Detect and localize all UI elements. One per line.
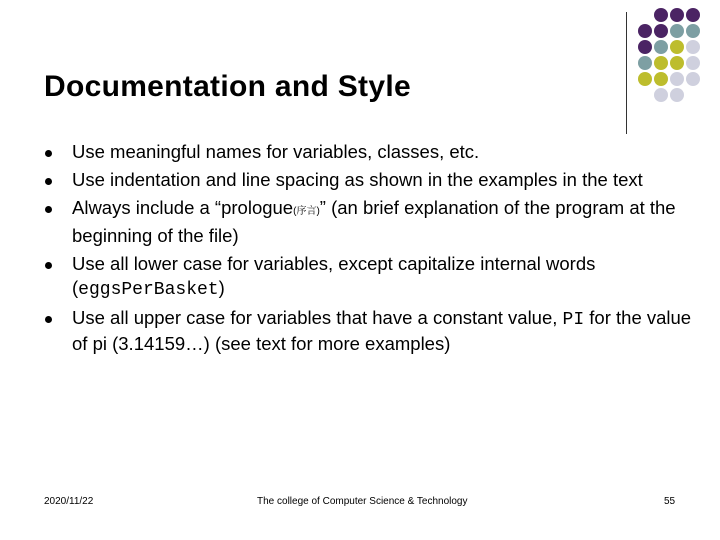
bullet-text: eggsPerBasket (78, 280, 219, 300)
bullet-text: Always include a “prologue (72, 197, 294, 218)
bullet-marker (45, 178, 52, 185)
decorative-dot (654, 24, 668, 38)
bullet-text: ) (218, 277, 225, 298)
footer-page-number: 55 (664, 496, 676, 507)
decorative-dot (670, 72, 684, 86)
decorative-dot (670, 8, 684, 22)
decorative-dot (638, 24, 652, 38)
decorative-dot (638, 72, 652, 86)
bullet-item (44, 140, 694, 164)
bullet-text: Use meaningful names for variables, classes, etc. (72, 141, 480, 162)
decorative-dot (686, 8, 700, 22)
footer-date: 2020/11/22 (44, 496, 94, 507)
bullet-text: Use indentation and line spacing as shown in the examples in the text (72, 169, 643, 190)
bullet-text: PI (562, 310, 585, 330)
decorative-dot (654, 8, 668, 22)
slide-title: Documentation and Style (44, 70, 411, 103)
decorative-dot (670, 40, 684, 54)
decorative-dot (686, 40, 700, 54)
decorative-dot (686, 56, 700, 70)
footer-college: The college of Computer Science & Technology (257, 496, 468, 507)
decorative-dot (686, 24, 700, 38)
decorative-dot (654, 88, 668, 102)
decorative-dot (670, 88, 684, 102)
decorative-dot (686, 72, 700, 86)
decorative-dot (638, 40, 652, 54)
bullet-item (44, 306, 694, 356)
bullet-marker (45, 316, 52, 323)
bullet-item (44, 252, 694, 302)
bullet-marker (45, 206, 52, 213)
bullet-marker (45, 262, 52, 269)
decorative-dot (638, 56, 652, 70)
title-divider-line (626, 12, 627, 134)
bullet-text: ” (an brief explanation of the program at the beginning of the file) (72, 197, 676, 246)
bullet-list (44, 140, 694, 360)
bullet-text: Use all lower case for variables, except capitalize internal words ( (72, 253, 596, 298)
decorative-dot (670, 56, 684, 70)
decorative-dot (654, 72, 668, 86)
decorative-dot (654, 40, 668, 54)
decorative-dot (654, 56, 668, 70)
bullet-text: (序言) (293, 206, 320, 217)
bullet-marker (45, 150, 52, 157)
bullet-item (44, 168, 694, 192)
bullet-text: for the value of pi (3.14159…) (see text for more examples) (72, 307, 692, 354)
decorative-dot (670, 24, 684, 38)
decorative-dot-grid (638, 8, 720, 120)
bullet-text: Use all upper case for variables that have a constant value, (72, 307, 563, 328)
bullet-item (44, 196, 694, 248)
